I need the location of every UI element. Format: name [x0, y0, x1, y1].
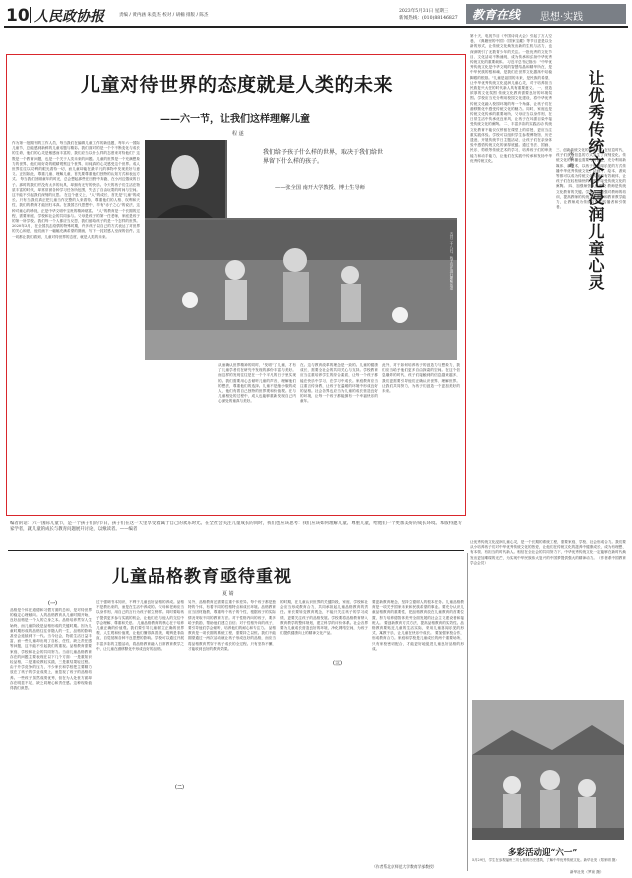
second-body-col-3: 另外，品格教育还需要注重个体差异。每个孩子都是独特的个体，有着不同的性格特点和成长环境。品格教育应当因材施教，尊重每个孩子的个性，根据孩子的实际情况采取不同的教育方法。对于性格内向的孩子，要多给予鼓励，帮助他们建立自信；对于性格外向的孩子，要引导他们学会倾听，培养他们的耐心和专注力。 品格教育是一项长期的系统工程，需要持之以恒。我们不能期望通过一两次活动就让孩子形成良好的品格，而应当将品格教育贯穿于孩子成长的全过程。只有坚持不懈，才能收到良好的教育效果。	[188, 600, 276, 651]
feature-body-col-2: 从而确认世界精神的同时，"发明"了儿童，才有了儿童学者们在研究中发现的那份丰富与美好。而这样的发现往往是在一个个平凡的日子里实现的。我们需要用心去倾听儿童的声音，理解他们的想法，尊重他们的选择。儿童不是缩小版的成人，他们有着自己独特的世界观和价值观。在与儿童相处的过程中，成人也能够重新发现自己内心深处的童真与美好。	[218, 363, 296, 404]
feature-body-col-1: 作为第一批期刊的工作人员，每当我们在编辑儿童工作的新选题，每年六一国际儿童节，总能感到新鲜的儿童话题与精彩。我们面对的是一个个不断变化与成长的生命，他们的心灵是敏感而丰富的，我们应当以什么样的态度来对待他们？这既是一个教育问题，也是一个关于人类未来的问题。儿童的世界是一个充满想象力的世界，他们用好奇的眼睛观察这个世界，用纯真的心灵感受这个世界。成人世界往往以功利的眼光看待一切，而儿童却能在最平凡的事物中发现美好与意义。正因如此，尊重儿童、理解儿童，首先要尊重他们独特的认知方式和表达方式。 每当我们回顾童年的时光，总会想起那些在田野中奔跑、在小河边嬉戏的日子。那时的我们并没有太多的玩具，却拥有无穷的快乐。今天的孩子们生活在物质丰富的时代，却常常被各种学习任务所包围，失去了自由玩耍的时间与空间。这不能不引起我们深刻的反思。 在这个意义上，"人"的成长，首先是"儿童"的成长。只有当我们真正把儿童当作完整的人来看待，尊重他们的人格、权利和天性，我们的教育才能回归本真。在我国古代思想中，早有"赤子之心"的说法，这种对童心的珍视，正是中华文明中宝贵的精神财富。 "人"的教育是一个长期的过程，需要家庭、学校和社会的共同参与。父母是孩子的第一任老师，家庭是孩子的第一所学校。我们每一个人都应当反思，我们留给孩子的是一个怎样的世界。 2020年3月，在全国抗击疫情的特殊时期，许多孩子以自己的方式表达了对世界的关心和爱，他们画下一幅幅充满希望的图画，写下一封封感人至深的信件。这一切都让我们看到，儿童对待世界的态度，就是人类的未来。	[12, 141, 140, 239]
right-photo-title: 多彩活动迎“六一”	[508, 848, 578, 858]
editor-note: 编者的话：六一国际儿童节，是一个孩子们的节日，孩子们在这一天里享受着属于自己的欢乐时光。在全社会关注儿童成长的同时，我们也应该思考：我们应该如何理解儿童、尊重儿童，给他们一个更加美好的成长环境。本版特邀专家学者，就儿童的成长与教育问题展开讨论，以飨读者。——编者	[10, 521, 462, 532]
page-number: 10	[6, 6, 30, 26]
right-footer-credit: 新华社发（罗泉 摄）	[570, 870, 604, 874]
second-byline: 夏 婧	[222, 591, 234, 597]
pull-quote-attribution: ——张全国 南开大学教授、博士生导师	[275, 185, 365, 191]
feature-headline: 儿童对待世界的态度就是人类的未来	[80, 74, 393, 96]
second-footer-credit: （作者系北京师范大学教育学部教授）	[372, 864, 437, 869]
masthead-rule	[4, 26, 628, 28]
section-heading-1: （一）	[45, 601, 61, 607]
second-body-col-5: 要更新教育理念，坚持立德树人的根本任务。儿童品格教育是一项关乎国家未来和民族希望的事业。要充分认识儿童品格教育的重要性，把品格教育放在儿童教育的首要位置，努力培养德智体美劳全面发展的社会主义建设者和接班人。 要创新教育方式方法，提高品格教育的实效性。品格教育要贴近儿童的生活实际，采用儿童喜闻乐见的形式，寓教于乐，让儿童在快乐中成长。 要加强家校合作，形成教育合力。家庭和学校是儿童成长的两个重要场所，只有家校密切配合，才能更好地促进儿童良好品格的形成。	[372, 600, 464, 651]
right-photo	[472, 700, 624, 840]
pull-quote: 我们给予孩子什么样的世界，取决于我们给世界留下什么样的孩子。	[263, 149, 384, 165]
staff-line: 责编 / 黄冉涵 朱莫杰 校对 / 胡楠 排版 / 陈杰	[119, 13, 209, 18]
second-body-col-1: 品格是个体在道德和习惯方面的总和，是对待世界的稳定心理倾向。人的品格教育从儿童时期开始，良好品格是一个人的立身之本。品格培养贯穿人生始终，而儿童阶段是品格形成的关键时期。因为儿童时期形成的品格往往伴随人的一生，品格的影响甚至会延续到下一代。当今社会，物质生活日益丰富，而一些儿童却出现了自私、任性、缺乏责任感等问题，这不能不引起我们的重视。品格教育需要家庭、学校和社会的共同努力。当前儿童品格教育存在的问题主要表现在以下几个方面：一是重知识轻品格，二是重说教轻实践，三是重结果轻过程。 由于升学竞争的压力，不少家长和学校把主要精力放在了孩子的学业成绩上，而忽视了孩子的品格培养。一些孩子虽然成绩优秀，但在为人处世方面却存在明显不足，缺乏同理心和责任感。这种现象值得我们深思。	[10, 608, 92, 691]
second-headline: 儿童品格教育亟待重视	[112, 567, 292, 587]
feature-body-col-3: 在。这与教育改革的理念是一致的。儿童的健康成长，需要全社会的共同关心与支持。学校教育应当注重培养学生的综合素质，让每一个孩子都能在快乐中学习、在学习中成长。家庭教育应当注重言传身教，让孩子在温暖的环境中形成良好的品格。社会各界也应当为儿童的成长营造良好的环境，让每一个孩子都能拥有一个幸福快乐的童年。	[300, 363, 378, 404]
right-body-col-2: 三、创新传统文化的传播方式 在信息时代，孩子们获取信息的方式发生了深刻变化。传统文化的传播也需要与时俱进，充分利用新媒体、新技术，以孩子们喜闻乐见的方式传播中华优秀传统文化。动画片、绘本、游戏等都可以成为传统文化传播的有效载体，让孩子们在轻松愉快的氛围中接受传统文化的熏陶。 四、加强师资队伍建设 教师是传统文化教育的关键。学校应当加强对教师的培训，提高教师的传统文化素养和教育教学能力，让教师成为传统文化的传播者和引领者。	[556, 148, 626, 210]
second-body-col-2: 过于强调书本知识，不利于儿童良好品格的养成。品格不是教出来的，而是在生活中养成的。父母和老师应当以身作则，用自己的言行为孩子树立榜样。同时要给孩子提供更多参与实践的机会，让他们在与他人的交往中学会理解、尊重和关爱。 儿童品格教育的核心在于培养儿童正确的价值观。我们要引导儿童树立正确的世界观、人生观和价值观，让他们懂得真善美，明辨是非曲直，自觉抵制各种不良思想的影响。学校可以通过开展丰富多彩的主题活动，将品格教育融入日常教育教学之中，让儿童在潜移默化中形成良好的品格。	[96, 600, 184, 651]
feature-byline: 程 遂	[232, 131, 244, 137]
feature-subhead: ——六一节，让我们这样理解儿童	[160, 114, 310, 125]
column-divider	[467, 553, 468, 871]
right-photo-image	[472, 700, 624, 840]
feature-photo	[145, 140, 457, 360]
right-body-col-3: 让优秀传统文化浸润儿童心灵，是一个长期的系统工程，需要家庭、学校、社会形成合力。我们要从小培养孩子们对中华优秀传统文化的热爱，让他们在传统文化的滋养中健康成长，成为有理想、有本领、有担当的时代新人。相信在全社会的共同努力下，中华优秀传统文化一定能够在新时代焕发出更加璀璨的光芒，为实现中华民族伟大复兴的中国梦提供强大的精神动力。（作者系中国教育学会会员）	[470, 540, 626, 565]
second-body-col-4: 的时期，在儿童认识世界的关键阶段，家庭、学校和社会应当形成教育合力，共同承担起儿童品格教育的责任。家长要转变教育观念，不能只关注孩子的学习成绩，更要关注孩子的品格发展。学校要将品格教育纳入教育教学的整体规划，建立科学的评价体系。社会各界要为儿童成长营造良好的环境，净化网络空间，为孩子们提供健康向上的精神文化产品。	[280, 600, 368, 636]
masthead-divider	[30, 7, 31, 23]
feature-photo-image	[145, 140, 457, 360]
masthead	[4, 4, 628, 30]
right-vertical-headline: 让优秀传统文化浸润儿童心灵	[586, 70, 605, 291]
feature-body-col-4: 此外，对于如何培养孩子的创造力与想象力，我们应当给予他们更多自由探索的空间。在这个信息爆炸的时代，孩子们接触到的信息越来越多，我们更需要引导他们正确认识世界、理解世界。让我们共同努力，为孩子们创造一个更加美好的未来。	[382, 363, 460, 394]
photo-side-caption: 五月二十八日，孩子们在进行趣味运动	[449, 232, 453, 290]
editor-note-rule	[8, 550, 464, 551]
date-line: 2023年5月31日 星期三	[399, 9, 449, 14]
section-heading-2: （二）	[172, 785, 188, 791]
section-heading-3: （三）	[330, 661, 346, 667]
right-photo-caption: 5月29日，学生在参观福州三坊七巷的历史建筑，了解中华优秀传统文化。新华社发（郑家明 摄）	[472, 858, 619, 862]
right-vertical-byline: 朱 华 峰	[568, 150, 574, 169]
paper-name: 人民政协报	[34, 9, 104, 25]
right-body-col-1: 第十天，电视节目《中国诗词大会》引起了万人空巷，《典籍里的中国》《国家宝藏》等节目更是以全新的形式，让传统文化焕发出新的生机与活力，也深深吸引了无数青少年的关注。一批优秀的文化节目、文化活动不断涌现，成为传承和弘扬中华优秀传统文化的重要载体。 习近平总书记指出："中华优秀传统文化是中华文明的智慧结晶和精华所在，是中华民族的根和魂，是我们在世界文化激荡中站稳脚跟的根基。"儿童是祖国的未来，是民族的希望，让中华优秀传统文化浸润儿童心灵，对于培养担当民族复兴大任的时代新人具有重要意义。 一、营造浓厚的文化氛围 传统文化教育需要良好的环境氛围。学校应当充分利用校园文化建设，将中华优秀传统文化融入校园环境的每一个角落，让孩子们在潜移默化中感受传统文化的魅力。同时，家庭也是传统文化传承的重要场所，父母应当以身作则，在日常生活中传承优良家风，让孩子在耳濡目染中接受传统文化的熏陶。 二、丰富多彩的实践活动 传统文化教育不能仅仅停留在课堂上的讲授，更应当注重实践体验。学校可以组织学生参观博物馆、历史遗迹，开展传统节日主题活动，让孩子们在亲身体验中感悟传统文化的深厚底蕴。通过书法、国画、民乐、剪纸等传统艺术的学习，培养孩子们的审美能力和动手能力，让他们在实践中传承和发扬中华优秀传统文化。	[470, 34, 552, 163]
section-sub: 思想·实践	[540, 12, 584, 23]
section-name: 教育在线	[472, 8, 521, 22]
hotline: 新闻热线：(010)88146827	[399, 16, 458, 21]
